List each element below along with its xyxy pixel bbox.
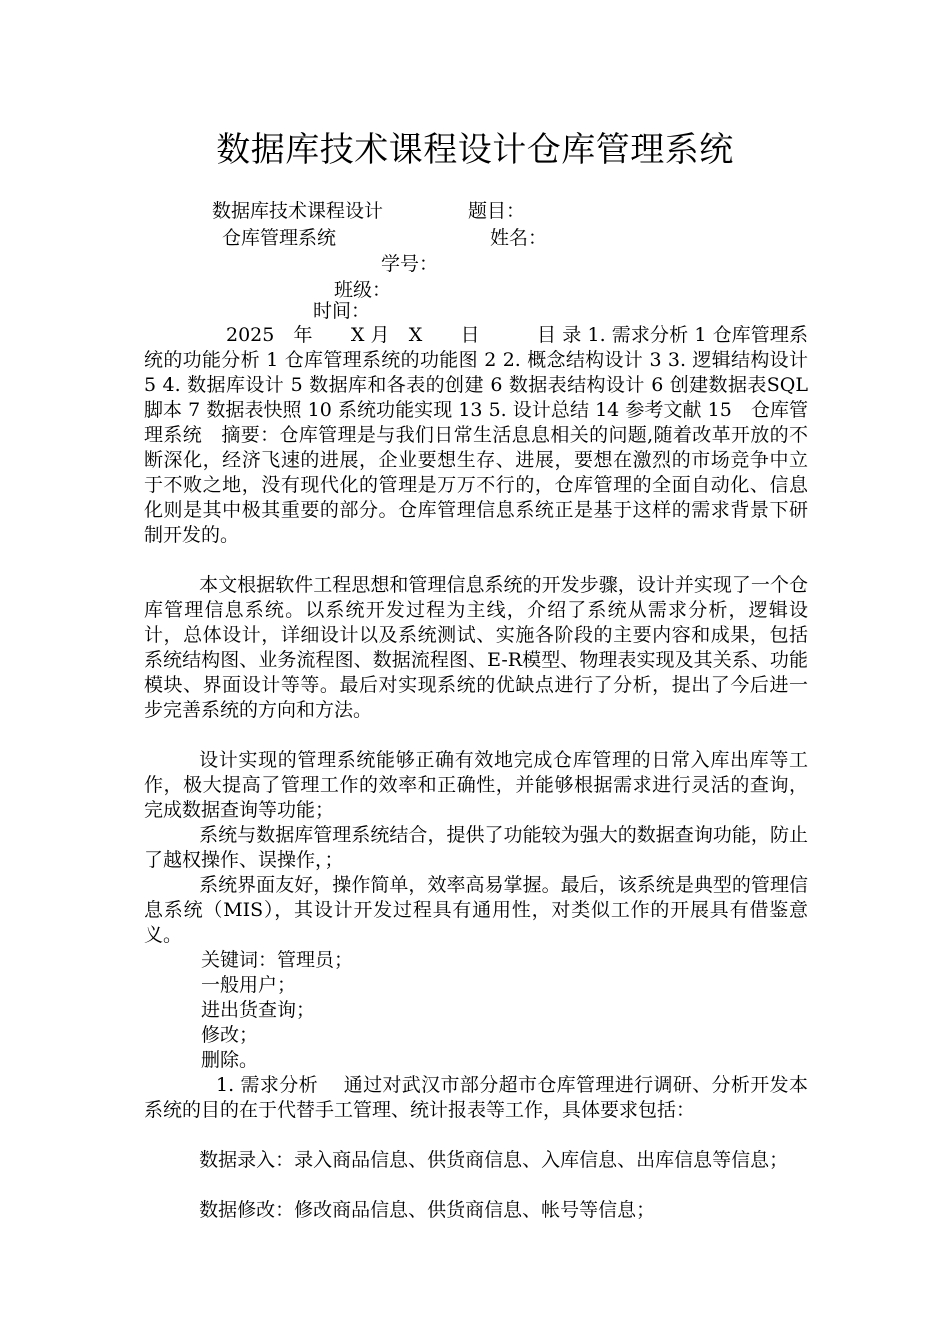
cover-course-label: 数据库技术课程设计 [212,200,384,222]
cover-class-label: 班级： [334,279,392,301]
section-requirements-intro: 1. 需求分析 通过对武汉市部分超市仓库管理进行调研、分析开发本系统的目的在于代替手工管理、统计报表等工作，具体要求包括： [144,1074,808,1121]
paragraph-integration: 系统与数据库管理系统结合，提供了功能较为强大的数据查询功能，防止了越权操作、误操作，； [144,824,808,871]
cover-system-name: 仓库管理系统 [222,227,337,249]
cover-topic-label: 题目： [468,200,526,222]
requirement-item: 数据录入：录入商品信息、供货商信息、入库信息、出库信息等信息； [199,1149,789,1171]
paragraph-method: 本文根据软件工程思想和管理信息系统的开发步骤，设计并实现了一个仓库管理信息系统。以系统开发过程为主线，介绍了系统从需求分析，逻辑设计，总体设计，详细设计以及系统测试、实施各阶段的主要内容和成果，包括系统结构图、业务流程图、数据流程图、E-R模型、物理表实现及其关系、功能模块、界面设计等等。最后对实现系统的优缺点进行了分析，提出了今后进一步完善系统的方向和方法。 [144,574,808,721]
cover-time-label: 时间： [313,300,371,322]
keyword-line: 删除。 [201,1049,259,1071]
keyword-line: 进出货查询； [201,999,316,1021]
document-title: 数据库技术课程设计仓库管理系统 [216,130,734,170]
paragraph-functions: 设计实现的管理系统能够正确有效地完成仓库管理的日常入库出库等工作，极大提高了管理工作的效率和正确性，并能够根据需求进行灵活的查询，完成数据查询等功能； [144,749,808,821]
requirement-item: 数据修改：修改商品信息、供货商信息、帐号等信息； [199,1199,656,1221]
keyword-line: 一般用户； [201,974,297,996]
toc-abstract-paragraph: 2025 年 X 月 X 日 目 录 1. 需求分析 1 仓库管理系统的功能分析 1 仓库管理系统的功能图 2 2. 概念结构设计 3 3. 逻辑结构设计 5 4. 数据库设计 5 数据库和各表的创建 6 数据表结构设计 6 创建数据表SQL脚本 7 数据表快照 10 系统功能实现 13 5. 设计总结 14 参考文献 15 仓库管理系统 摘要：仓库管理是与我们日常生活息息相关的问题,随着改革开放的不断深化，经济飞速的进展，企业要想生存、进展，要想在激烈的市场竞争中立于不败之地，没有现代化的管理是万万不行的，仓库管理的全面自动化、信息化则是其中极其重要的部分。仓库管理信息系统正是基于这样的需求背景下研制开发的。 [144,324,808,546]
cover-name-label: 姓名： [490,227,548,249]
paragraph-interface: 系统界面友好，操作简单，效率高易掌握。最后，该系统是典型的管理信息系统（MIS），其设计开发过程具有通用性，对类似工作的开展具有借鉴意义。 [144,874,808,946]
keyword-line: 修改； [201,1024,259,1046]
keyword-line: 关键词：管理员； [201,949,354,971]
cover-student-id-label: 学号： [381,253,439,275]
